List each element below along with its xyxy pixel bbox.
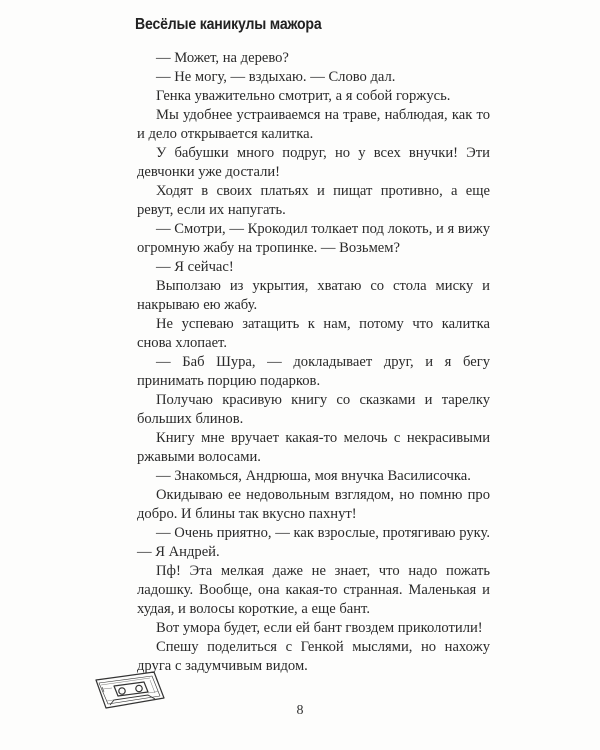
paragraph: Окидываю ее недовольным взглядом, но помню про добро. И блины так вкусно пахнут!	[137, 487, 490, 522]
paragraph: Генка уважительно смотрит, а я собой горжусь.	[156, 88, 451, 104]
paragraph: Вот умора будет, если ей бант гвоздем приколотили!	[156, 620, 483, 636]
running-title: Весёлые каникулы мажора	[135, 16, 322, 33]
paragraph: — Очень приятно, — как взрослые, протягиваю руку. — Я Андрей.	[137, 525, 490, 560]
page-number: 8	[296, 703, 304, 718]
paragraph: — Я сейчас!	[156, 259, 234, 275]
paragraph: Ходят в своих платьях и пищат противно, а еще ревут, если их напугать.	[137, 183, 490, 218]
paragraph: Мы удобнее устраиваемся на траве, наблюдая, как то и дело открывается калитка.	[137, 107, 490, 142]
paragraph: — Смотри, — Крокодил толкает под локоть, и я вижу огромную жабу на тропинке. — Возьмем?	[137, 221, 490, 256]
paragraph: Выползаю из укрытия, хватаю со стола миску и накрываю ею жабу.	[137, 278, 490, 313]
body-text	[137, 49, 490, 676]
paragraph: — Не могу, — вздыхаю. — Слово дал.	[156, 69, 396, 85]
paragraph: Пф! Эта мелкая даже не знает, что надо пожать ладошку. Вообще, она какая-то странная. Маленькая и худая, и волосы короткие, а еще бант.	[137, 563, 490, 617]
paragraph: Спешу поделиться с Генкой мыслями, но нахожу друга с задумчивым видом.	[137, 639, 490, 674]
paragraph: — Может, на дерево?	[156, 50, 289, 66]
paragraph: Книгу мне вручает какая-то мелочь с некрасивыми ржавыми волосами.	[137, 430, 490, 465]
paragraph: — Баб Шура, — докладывает друг, и я бегу принимать порцию подарков.	[137, 354, 490, 389]
paragraph: Не успеваю затащить к нам, потому что калитка снова хлопает.	[137, 316, 490, 351]
paragraph: Получаю красивую книгу со сказками и тарелку больших блинов.	[137, 392, 490, 427]
paragraph: У бабушки много подруг, но у всех внучки! Эти девчонки уже достали!	[137, 145, 490, 180]
paragraph: — Знакомься, Андрюша, моя внучка Василисочка.	[156, 468, 471, 484]
